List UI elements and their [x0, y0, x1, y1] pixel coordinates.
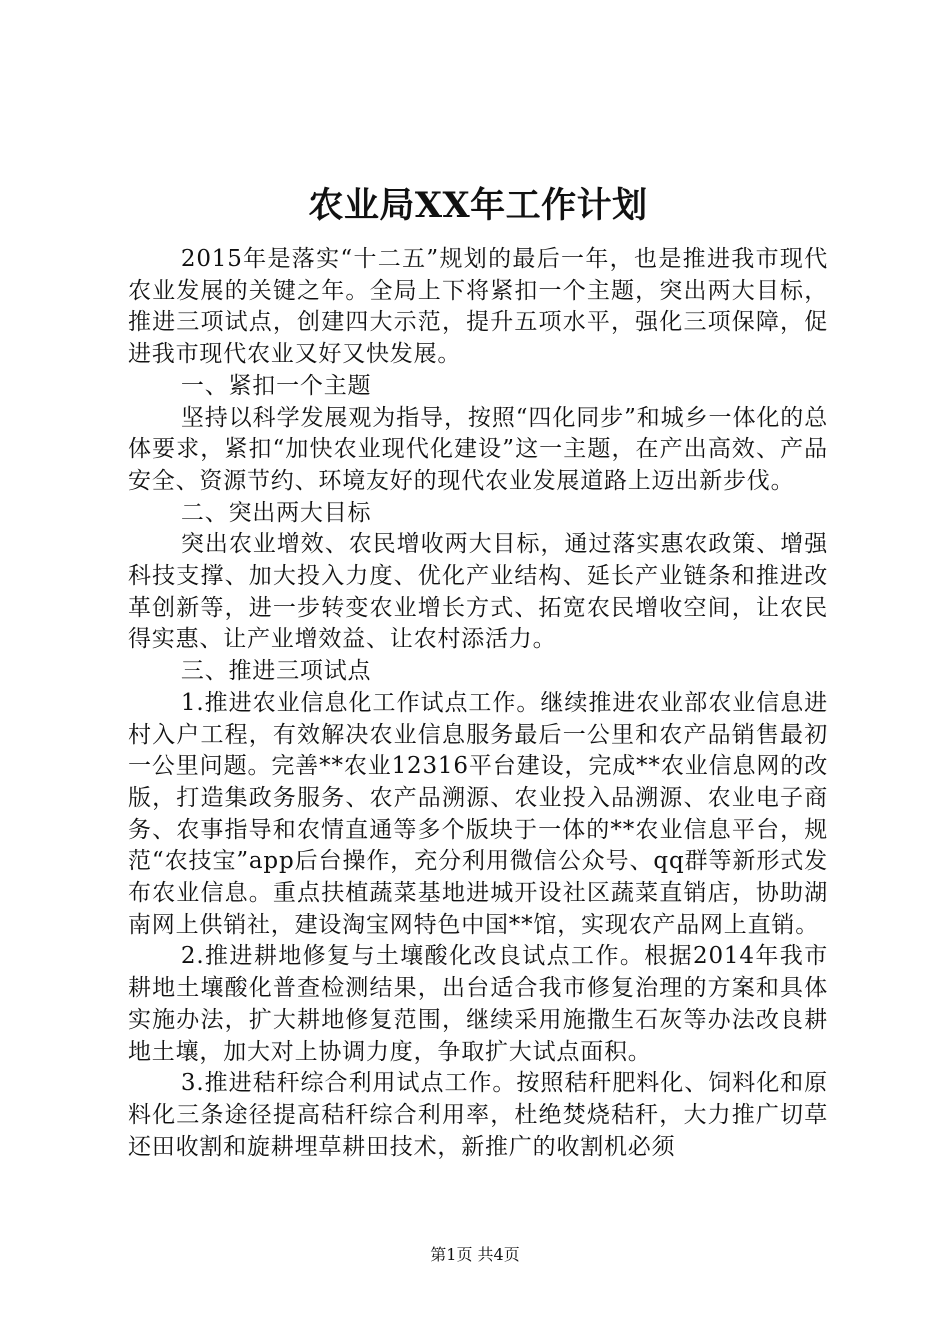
paragraph-pilot-2: 2.推进耕地修复与土壤酸化改良试点工作。根据2014年我市耕地土壤酸化普查检测结果，出台适合我市修复治理的方案和具体实施办法，扩大耕地修复范围，继续采用施撒生石灰等办法改良耕地土壤，加大对上协调力度，争取扩大试点面积。	[128, 943, 828, 1065]
document-title: 农业局XX年工作计划	[308, 185, 648, 226]
section-heading-1: 一、紧扣一个主题	[180, 372, 372, 399]
document-body	[128, 182, 828, 1163]
paragraph-section-2: 突出农业增效、农民增收两大目标，通过落实惠农政策、增强科技支撑、加大投入力度、优化产业结构、延长产业链条和推进改革创新等，进一步转变农业增长方式、拓宽农民增收空间，让农民得实惠、让产业增效益、让农村添活力。	[128, 531, 828, 653]
section-heading-3: 三、推进三项试点	[180, 658, 372, 685]
paragraph-intro: 2015年是落实“十二五”规划的最后一年，也是推进我市现代农业发展的关键之年。全局上下将紧扣一个主题，突出两大目标，推进三项试点，创建四大示范，提升五项水平，强化三项保障，促进我市现代农业又好又快发展。	[128, 246, 828, 368]
paragraph-section-1: 坚持以科学发展观为指导，按照“四化同步”和城乡一体化的总体要求，紧扣“加快农业现代化建设”这一主题，在产出高效、产品安全、资源节约、环境友好的现代农业发展道路上迈出新步伐。	[128, 404, 828, 494]
section-heading-2: 二、突出两大目标	[180, 499, 372, 526]
page-footer	[0, 1244, 950, 1266]
paragraph-pilot-3: 3.推进秸秆综合利用试点工作。按照秸秆肥料化、饲料化和原料化三条途径提高秸秆综合利用率，杜绝焚烧秸秆，大力推广切草还田收割和旋耕埋草耕田技术，新推广的收割机必须	[128, 1070, 828, 1160]
paragraph-pilot-1: 1.推进农业信息化工作试点工作。继续推进农业部农业信息进村入户工程，有效解决农业信息服务最后一公里和农产品销售最初一公里问题。完善**农业12316平台建设，完成**农业信息网的改版，打造集政务服务、农产品溯源、农业投入品溯源、农业电子商务、农事指导和农情直通等多个版块于一体的**农业信息平台，规范“农技宝”app后台操作，充分利用微信公众号、qq群等新形式发布农业信息。重点扶植蔬菜基地进城开设社区蔬菜直销店，协助湖南网上供销社，建设淘宝网特色中国**馆，实现农产品网上直销。	[128, 689, 828, 938]
page-number-label: 第1页 共4页	[430, 1245, 520, 1264]
